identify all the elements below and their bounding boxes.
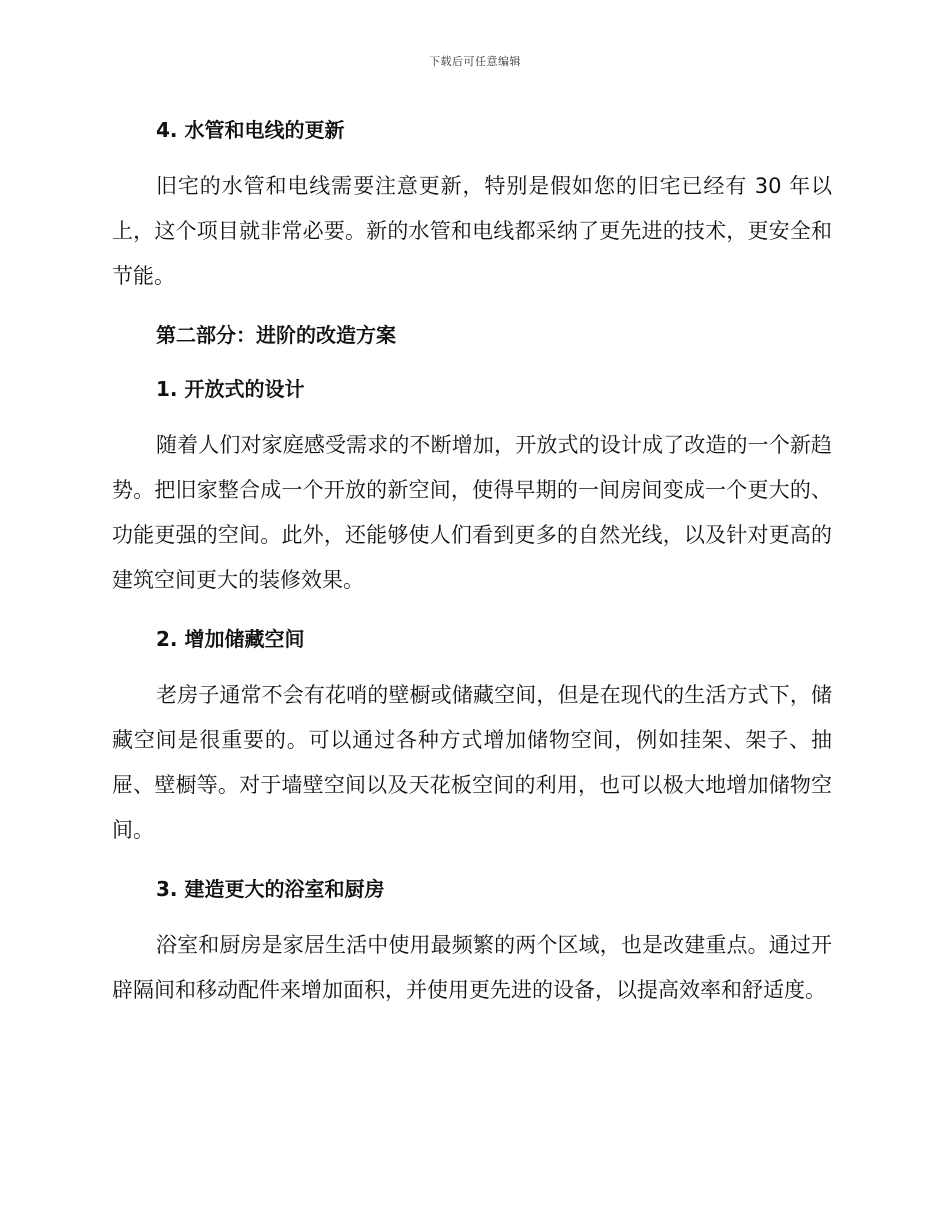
heading-bath-kitchen: 3. 建造更大的浴室和厨房 xyxy=(156,877,385,901)
heading-storage: 2. 增加储藏空间 xyxy=(156,627,305,651)
heading-open-design: 1. 开放式的设计 xyxy=(156,377,305,401)
paragraph-storage: 老房子通常不会有花哨的壁橱或储藏空间，但是在现代的生活方式下，储藏空间是很重要的。可以通过各种方式增加储物空间，例如挂架、架子、抽屉、壁橱等。对于墙壁空间以及天花板空间的利用，也可以极大地增加储物空间。 xyxy=(112,683,832,842)
heading-water-electric: 4. 水管和电线的更新 xyxy=(156,118,345,142)
page-header: 下载后可任意编辑 xyxy=(429,55,521,68)
paragraph-bath-kitchen: 浴室和厨房是家居生活中使用最频繁的两个区域，也是改建重点。通过开辟隔间和移动配件来增加面积，并使用更先进的设备，以提高效率和舒适度。 xyxy=(112,933,832,1002)
paragraph-water-electric: 旧宅的水管和电线需要注意更新，特别是假如您的旧宅已经有 30 年以上，这个项目就非常必要。新的水管和电线都采纳了更先进的技术，更安全和节能。 xyxy=(112,174,832,288)
paragraph-open-design: 随着人们对家庭感受需求的不断增加，开放式的设计成了改造的一个新趋势。把旧家整合成一个开放的新空间，使得早期的一间房间变成一个更大的、功能更强的空间。此外，还能够使人们看到更多的自然光线，以及针对更高的建筑空间更大的装修效果。 xyxy=(112,433,832,592)
heading-part-two: 第二部分：进阶的改造方案 xyxy=(156,323,396,347)
document-body xyxy=(112,110,832,1013)
